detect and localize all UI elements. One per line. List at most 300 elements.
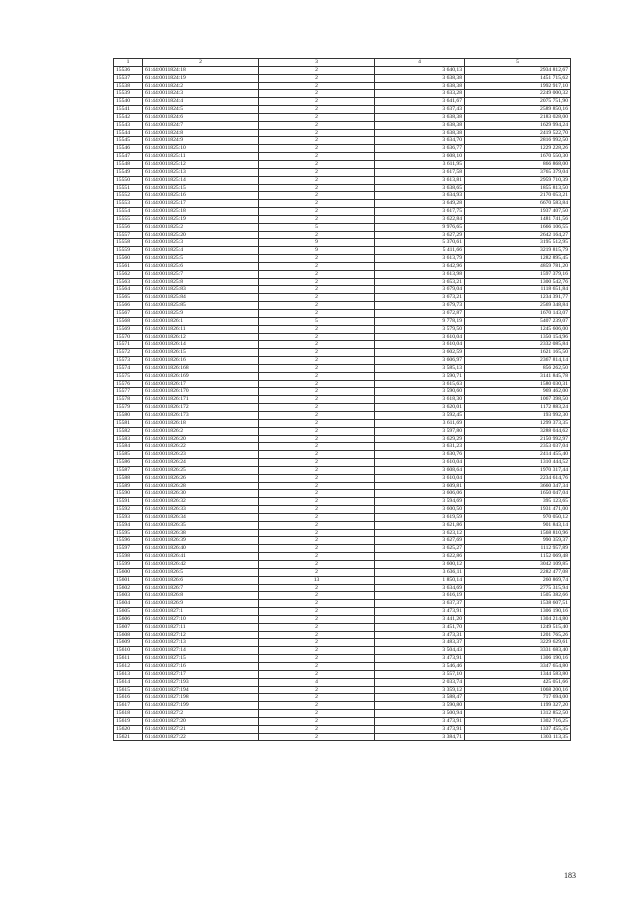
category-cell: 9 xyxy=(259,239,375,247)
row-number-cell: 15606 xyxy=(114,615,143,623)
category-cell: 2 xyxy=(259,184,375,192)
row-number-cell: 15552 xyxy=(114,192,143,200)
cadastral-number-cell: 61:44:0011826:26 xyxy=(143,474,259,482)
area-cell: 3 610,04 xyxy=(375,459,465,467)
cadastral-number-cell: 61:44:0011825:18 xyxy=(143,208,259,216)
value-cell: 2353 037,04 xyxy=(465,443,571,451)
row-number-cell: 15538 xyxy=(114,82,143,90)
category-cell: 2 xyxy=(259,561,375,569)
row-number-cell: 15556 xyxy=(114,223,143,231)
row-number-cell: 15590 xyxy=(114,490,143,498)
cadastral-number-cell: 61:44:0011826:39 xyxy=(143,537,259,545)
area-cell: 3 600,12 xyxy=(375,561,465,569)
table-row xyxy=(114,427,571,435)
value-cell: 3288 044,62 xyxy=(465,427,571,435)
value-cell: 1505 382,66 xyxy=(465,592,571,600)
cadastral-number-cell: 61:44:0011826:18 xyxy=(143,419,259,427)
area-cell: 3 623,12 xyxy=(375,529,465,537)
table-row xyxy=(114,702,571,710)
row-number-cell: 15593 xyxy=(114,513,143,521)
column-header-2: 2 xyxy=(143,59,259,67)
row-number-cell: 15551 xyxy=(114,184,143,192)
category-cell: 2 xyxy=(259,702,375,710)
value-cell: 2150 992,97 xyxy=(465,435,571,443)
cadastral-number-cell: 61:44:0011824:6 xyxy=(143,113,259,121)
area-cell: 3 638,38 xyxy=(375,113,465,121)
row-number-cell: 15587 xyxy=(114,466,143,474)
table-row xyxy=(114,310,571,318)
area-cell: 3 640,13 xyxy=(375,66,465,74)
value-cell: 1068 200,16 xyxy=(465,686,571,694)
value-cell: 1172 883,24 xyxy=(465,404,571,412)
area-cell: 3 473,91 xyxy=(375,608,465,616)
category-cell: 2 xyxy=(259,113,375,121)
table-row xyxy=(114,670,571,678)
category-cell: 2 xyxy=(259,545,375,553)
area-cell: 3 608,64 xyxy=(375,466,465,474)
value-cell: 1152 069,48 xyxy=(465,553,571,561)
row-number-cell: 15569 xyxy=(114,325,143,333)
area-cell: 3 679,04 xyxy=(375,286,465,294)
area-cell: 2 033,74 xyxy=(375,678,465,686)
table-row xyxy=(114,686,571,694)
value-cell: 2589 850,16 xyxy=(465,106,571,114)
area-cell: 3 615,63 xyxy=(375,380,465,388)
row-number-cell: 15618 xyxy=(114,710,143,718)
value-cell: 1337 455,35 xyxy=(465,725,571,733)
cadastral-number-cell: 61:44:0011826:173 xyxy=(143,411,259,419)
table-row xyxy=(114,372,571,380)
table-row xyxy=(114,137,571,145)
row-number-cell: 15550 xyxy=(114,176,143,184)
cadastral-number-cell: 61:44:0011825:14 xyxy=(143,176,259,184)
area-cell: 3 609,81 xyxy=(375,482,465,490)
row-number-cell: 15601 xyxy=(114,576,143,584)
cadastral-number-cell: 61:44:0011827:199 xyxy=(143,702,259,710)
category-cell: 2 xyxy=(259,380,375,388)
category-cell: 2 xyxy=(259,270,375,278)
table-row xyxy=(114,608,571,616)
row-number-cell: 15540 xyxy=(114,98,143,106)
row-number-cell: 15568 xyxy=(114,317,143,325)
value-cell: 1538 607,51 xyxy=(465,600,571,608)
cadastral-number-cell: 61:44:0011826:23 xyxy=(143,451,259,459)
table-row xyxy=(114,435,571,443)
area-cell: 3 629,29 xyxy=(375,435,465,443)
table-row xyxy=(114,662,571,670)
row-number-cell: 15597 xyxy=(114,545,143,553)
area-cell: 3 653,21 xyxy=(375,278,465,286)
table-row xyxy=(114,98,571,106)
table-row xyxy=(114,262,571,270)
category-cell: 2 xyxy=(259,474,375,482)
area-cell: 3 622,86 xyxy=(375,553,465,561)
cadastral-number-cell: 61:44:0011827:10 xyxy=(143,615,259,623)
value-cell: 2234 614,76 xyxy=(465,474,571,482)
category-cell: 2 xyxy=(259,357,375,365)
cadastral-number-cell: 61:44:0011825:15 xyxy=(143,184,259,192)
category-cell: 2 xyxy=(259,506,375,514)
row-number-cell: 15584 xyxy=(114,443,143,451)
category-cell: 9 xyxy=(259,247,375,255)
category-cell: 2 xyxy=(259,615,375,623)
table-row xyxy=(114,521,571,529)
table-row xyxy=(114,592,571,600)
cadastral-number-cell: 61:44:0011824:2 xyxy=(143,82,259,90)
row-number-cell: 15572 xyxy=(114,349,143,357)
category-cell: 2 xyxy=(259,725,375,733)
row-number-cell: 15612 xyxy=(114,662,143,670)
table-row xyxy=(114,317,571,325)
row-number-cell: 15567 xyxy=(114,310,143,318)
cadastral-number-cell: 61:44:0011826:35 xyxy=(143,521,259,529)
category-cell: 2 xyxy=(259,82,375,90)
row-number-cell: 15537 xyxy=(114,74,143,82)
category-cell: 5 xyxy=(259,317,375,325)
cadastral-number-cell: 61:44:0011826:1 xyxy=(143,317,259,325)
area-cell: 3 451,70 xyxy=(375,623,465,631)
category-cell: 2 xyxy=(259,364,375,372)
row-number-cell: 15600 xyxy=(114,568,143,576)
cadastral-number-cell: 61:44:0011827:22 xyxy=(143,733,259,741)
category-cell: 2 xyxy=(259,404,375,412)
category-cell: 2 xyxy=(259,553,375,561)
area-cell: 3 616,19 xyxy=(375,592,465,600)
table-row xyxy=(114,482,571,490)
row-number-cell: 15548 xyxy=(114,160,143,168)
category-cell: 2 xyxy=(259,490,375,498)
category-cell: 2 xyxy=(259,278,375,286)
category-cell: 2 xyxy=(259,694,375,702)
cadastral-number-cell: 61:44:0011825:5 xyxy=(143,255,259,263)
cadastral-number-cell: 61:44:0011825:9 xyxy=(143,310,259,318)
area-cell: 3 606,06 xyxy=(375,490,465,498)
cadastral-number-cell: 61:44:0011824:18 xyxy=(143,66,259,74)
category-cell: 2 xyxy=(259,255,375,263)
table-row xyxy=(114,490,571,498)
area-cell: 3 625,27 xyxy=(375,545,465,553)
cadastral-number-cell: 61:44:0011827:14 xyxy=(143,647,259,655)
category-cell: 5 xyxy=(259,223,375,231)
value-cell: 2170 053,21 xyxy=(465,192,571,200)
row-number-cell: 15583 xyxy=(114,435,143,443)
value-cell: 1992 917,10 xyxy=(465,82,571,90)
cadastral-number-cell: 61:44:0011826:168 xyxy=(143,364,259,372)
value-cell: 395 123,65 xyxy=(465,498,571,506)
area-cell: 3 610,04 xyxy=(375,333,465,341)
cadastral-number-cell: 61:44:0011825:13 xyxy=(143,168,259,176)
cadastral-number-cell: 61:44:0011827:194 xyxy=(143,686,259,694)
category-cell: 2 xyxy=(259,349,375,357)
cadastral-number-cell: 61:44:0011825:85 xyxy=(143,302,259,310)
category-cell: 2 xyxy=(259,333,375,341)
value-cell: 1937 407,50 xyxy=(465,208,571,216)
cadastral-number-cell: 61:44:0011826:30 xyxy=(143,490,259,498)
value-cell: 1245 606,00 xyxy=(465,325,571,333)
value-cell: 1249 515,40 xyxy=(465,623,571,631)
value-cell: 2959 710,39 xyxy=(465,176,571,184)
row-number-cell: 15599 xyxy=(114,561,143,569)
row-number-cell: 15617 xyxy=(114,702,143,710)
area-cell: 3 610,04 xyxy=(375,341,465,349)
category-cell: 2 xyxy=(259,98,375,106)
value-cell: 1568 810,96 xyxy=(465,529,571,537)
table-row xyxy=(114,74,571,82)
category-cell: 2 xyxy=(259,427,375,435)
table-row xyxy=(114,584,571,592)
cadastral-number-cell: 61:44:0011825:16 xyxy=(143,192,259,200)
row-number-cell: 15553 xyxy=(114,200,143,208)
table-row xyxy=(114,631,571,639)
table-row xyxy=(114,466,571,474)
category-cell: 2 xyxy=(259,137,375,145)
value-cell: 3347 654,80 xyxy=(465,662,571,670)
category-cell: 2 xyxy=(259,482,375,490)
area-cell: 3 634,93 xyxy=(375,192,465,200)
row-number-cell: 15621 xyxy=(114,733,143,741)
value-cell: 1621 165,50 xyxy=(465,349,571,357)
table-row xyxy=(114,615,571,623)
table-header-row xyxy=(114,59,571,67)
row-number-cell: 15544 xyxy=(114,129,143,137)
table-row xyxy=(114,349,571,357)
value-cell: 1666 106,55 xyxy=(465,223,571,231)
area-cell: 9 976,65 xyxy=(375,223,465,231)
table-row xyxy=(114,121,571,129)
cadastral-number-cell: 61:44:0011826:40 xyxy=(143,545,259,553)
row-number-cell: 15581 xyxy=(114,419,143,427)
row-number-cell: 15536 xyxy=(114,66,143,74)
value-cell: 2775 315,94 xyxy=(465,584,571,592)
area-cell: 1 850,14 xyxy=(375,576,465,584)
area-cell: 3 611,69 xyxy=(375,419,465,427)
row-number-cell: 15563 xyxy=(114,278,143,286)
table-row xyxy=(114,160,571,168)
cadastral-number-cell: 61:44:0011826:170 xyxy=(143,388,259,396)
row-number-cell: 15555 xyxy=(114,215,143,223)
table-row xyxy=(114,600,571,608)
cadastral-number-cell: 61:44:0011827:12 xyxy=(143,631,259,639)
table-row xyxy=(114,419,571,427)
row-number-cell: 15545 xyxy=(114,137,143,145)
row-number-cell: 15620 xyxy=(114,725,143,733)
area-cell: 3 638,38 xyxy=(375,121,465,129)
area-cell: 3 636,11 xyxy=(375,568,465,576)
category-cell: 2 xyxy=(259,639,375,647)
table-body xyxy=(114,66,571,741)
category-cell: 2 xyxy=(259,592,375,600)
category-cell: 2 xyxy=(259,153,375,161)
cadastral-number-cell: 61:44:0011824:8 xyxy=(143,129,259,137)
value-cell: 2642 164,27 xyxy=(465,231,571,239)
category-cell: 2 xyxy=(259,655,375,663)
table-row xyxy=(114,208,571,216)
table-row xyxy=(114,247,571,255)
value-cell: 2934 812,67 xyxy=(465,66,571,74)
category-cell: 2 xyxy=(259,200,375,208)
row-number-cell: 15594 xyxy=(114,521,143,529)
table-row xyxy=(114,725,571,733)
category-cell: 2 xyxy=(259,74,375,82)
cadastral-number-cell: 61:44:0011826:24 xyxy=(143,459,259,467)
category-cell: 2 xyxy=(259,231,375,239)
value-cell: 1855 813,50 xyxy=(465,184,571,192)
category-cell: 2 xyxy=(259,106,375,114)
area-cell: 3 473,91 xyxy=(375,725,465,733)
table-row xyxy=(114,513,571,521)
table-row xyxy=(114,82,571,90)
table-row xyxy=(114,129,571,137)
value-cell: 1229 228,26 xyxy=(465,145,571,153)
category-cell: 2 xyxy=(259,537,375,545)
table-row xyxy=(114,733,571,741)
row-number-cell: 15596 xyxy=(114,537,143,545)
table-row xyxy=(114,506,571,514)
table-row xyxy=(114,286,571,294)
cadastral-number-cell: 61:44:0011827:1 xyxy=(143,608,259,616)
area-cell: 3 384,71 xyxy=(375,733,465,741)
area-cell: 3 649,28 xyxy=(375,200,465,208)
category-cell: 2 xyxy=(259,310,375,318)
table-row xyxy=(114,270,571,278)
row-number-cell: 15546 xyxy=(114,145,143,153)
table-row xyxy=(114,623,571,631)
category-cell: 2 xyxy=(259,215,375,223)
cadastral-number-cell: 61:44:0011826:25 xyxy=(143,466,259,474)
area-cell: 3 500,94 xyxy=(375,710,465,718)
table-row xyxy=(114,168,571,176)
table-row xyxy=(114,357,571,365)
area-cell: 3 618,30 xyxy=(375,396,465,404)
row-number-cell: 15549 xyxy=(114,168,143,176)
cadastral-number-cell: 61:44:0011827:17 xyxy=(143,670,259,678)
category-cell: 2 xyxy=(259,388,375,396)
table-row xyxy=(114,106,571,114)
area-cell: 3 638,38 xyxy=(375,129,465,137)
table-row xyxy=(114,380,571,388)
table-row xyxy=(114,655,571,663)
cadastral-number-cell: 61:44:0011825:4 xyxy=(143,247,259,255)
category-cell: 2 xyxy=(259,341,375,349)
category-cell: 2 xyxy=(259,160,375,168)
table-row xyxy=(114,545,571,553)
value-cell: 969 462,00 xyxy=(465,388,571,396)
row-number-cell: 15574 xyxy=(114,364,143,372)
table-row xyxy=(114,404,571,412)
row-number-cell: 15589 xyxy=(114,482,143,490)
cadastral-number-cell: 61:44:0011826:16 xyxy=(143,357,259,365)
row-number-cell: 15608 xyxy=(114,631,143,639)
area-cell: 3 633,28 xyxy=(375,90,465,98)
category-cell: 2 xyxy=(259,168,375,176)
cadastral-number-cell: 61:44:0011825:2 xyxy=(143,223,259,231)
area-cell: 3 613,81 xyxy=(375,176,465,184)
row-number-cell: 15588 xyxy=(114,474,143,482)
table-row xyxy=(114,561,571,569)
value-cell: 6670 583,84 xyxy=(465,200,571,208)
cadastral-number-cell: 61:44:0011827:13 xyxy=(143,639,259,647)
table-row xyxy=(114,474,571,482)
value-cell: 1300 542,76 xyxy=(465,278,571,286)
row-number-cell: 15576 xyxy=(114,380,143,388)
cadastral-number-cell: 61:44:0011826:11 xyxy=(143,325,259,333)
table-row xyxy=(114,302,571,310)
row-number-cell: 15582 xyxy=(114,427,143,435)
area-cell: 3 585,13 xyxy=(375,364,465,372)
row-number-cell: 15539 xyxy=(114,90,143,98)
document-page xyxy=(113,58,570,741)
cadastral-number-cell: 61:44:0011827:16 xyxy=(143,662,259,670)
value-cell: 1451 715,62 xyxy=(465,74,571,82)
category-cell: 2 xyxy=(259,208,375,216)
cadastral-number-cell: 61:44:0011827:20 xyxy=(143,717,259,725)
area-cell: 3 441,20 xyxy=(375,615,465,623)
value-cell: 2249 000,32 xyxy=(465,90,571,98)
row-number-cell: 15591 xyxy=(114,498,143,506)
area-cell: 3 627,29 xyxy=(375,231,465,239)
cadastral-number-cell: 61:44:0011826:15 xyxy=(143,349,259,357)
value-cell: 3219 815,79 xyxy=(465,247,571,255)
value-cell: 1118 651,84 xyxy=(465,286,571,294)
table-row xyxy=(114,639,571,647)
area-cell: 3 641,67 xyxy=(375,98,465,106)
category-cell: 2 xyxy=(259,411,375,419)
area-cell: 3 546,46 xyxy=(375,662,465,670)
area-cell: 3 483,37 xyxy=(375,639,465,647)
value-cell: 1350 154,96 xyxy=(465,333,571,341)
value-cell: 1970 317,44 xyxy=(465,466,571,474)
cadastral-number-cell: 61:44:0011826:41 xyxy=(143,553,259,561)
value-cell: 3042 109,85 xyxy=(465,561,571,569)
table-row xyxy=(114,576,571,584)
value-cell: 1303 113,35 xyxy=(465,733,571,741)
row-number-cell: 15562 xyxy=(114,270,143,278)
row-number-cell: 15613 xyxy=(114,670,143,678)
category-cell: 2 xyxy=(259,286,375,294)
cadastral-number-cell: 61:44:0011825:8 xyxy=(143,278,259,286)
category-cell: 2 xyxy=(259,459,375,467)
category-cell: 2 xyxy=(259,710,375,718)
area-cell: 3 611,95 xyxy=(375,160,465,168)
value-cell: 3660 347,34 xyxy=(465,482,571,490)
table-row xyxy=(114,66,571,74)
cadastral-number-cell: 61:44:0011826:169 xyxy=(143,372,259,380)
cadastral-number-cell: 61:44:0011825:20 xyxy=(143,231,259,239)
cadastral-number-cell: 61:44:0011826:8 xyxy=(143,592,259,600)
row-number-cell: 15578 xyxy=(114,396,143,404)
cadastral-number-cell: 61:44:0011827:198 xyxy=(143,694,259,702)
value-cell: 1299 373,35 xyxy=(465,419,571,427)
cadastral-number-cell: 61:44:0011827:21 xyxy=(143,725,259,733)
category-cell: 2 xyxy=(259,435,375,443)
category-cell: 2 xyxy=(259,631,375,639)
area-cell: 3 622,84 xyxy=(375,215,465,223)
cadastral-number-cell: 61:44:0011825:83 xyxy=(143,286,259,294)
row-number-cell: 15619 xyxy=(114,717,143,725)
value-cell: 1650 047,04 xyxy=(465,490,571,498)
column-header-3: 3 xyxy=(259,59,375,67)
area-cell: 3 594,69 xyxy=(375,498,465,506)
category-cell: 2 xyxy=(259,498,375,506)
table-row xyxy=(114,325,571,333)
row-number-cell: 15561 xyxy=(114,262,143,270)
table-row xyxy=(114,537,571,545)
cadastral-number-cell: 61:44:0011825:11 xyxy=(143,153,259,161)
value-cell: 1234 391,77 xyxy=(465,294,571,302)
value-cell: 2569 348,84 xyxy=(465,302,571,310)
table-row xyxy=(114,255,571,263)
row-number-cell: 15598 xyxy=(114,553,143,561)
